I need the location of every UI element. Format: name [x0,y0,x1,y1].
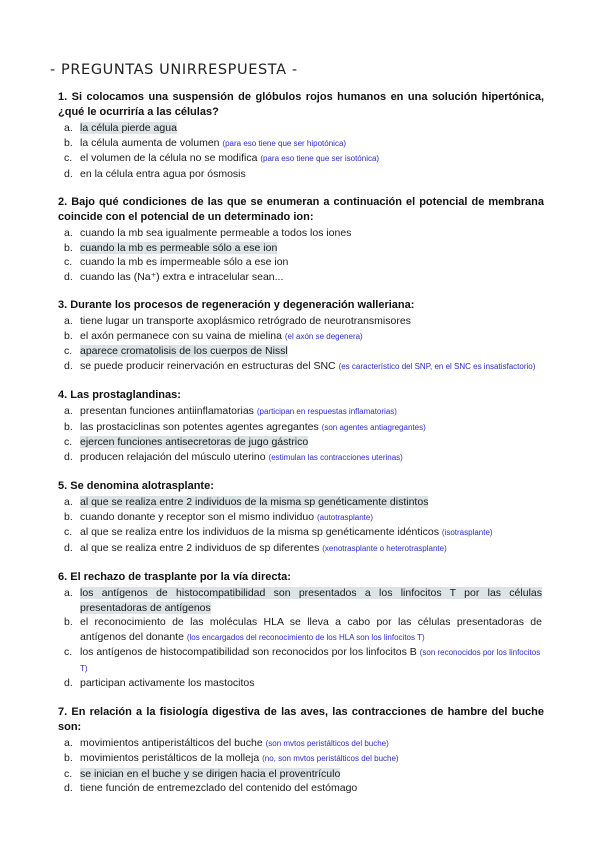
option-text: movimientos antiperistálticos del buche [80,736,263,749]
answer-option-d [58,450,542,466]
option-letter: c. [64,345,73,357]
option-letter: a. [64,405,73,417]
question-text: 4. Las prostaglandinas: [58,389,181,401]
option-letter: a. [64,496,73,508]
option-letter: d. [64,450,73,463]
answer-option-b [58,751,542,767]
option-letter: c. [64,152,73,164]
question-5 [58,479,544,556]
option-letter: d. [64,782,73,794]
answer-option-b [58,241,542,256]
question-text: 1. Si colocamos una suspensión de glóbulos rojos humanos en una solución hipertónica, ¿qué le ocurriría a las células? [58,91,544,118]
option-text: las prostaciclinas son potentes agentes agregantes [80,420,319,433]
option-text: en la célula entra agua por ósmosis [80,167,246,180]
questions-list [58,90,544,810]
answer-option-a [58,121,542,136]
option-text: tiene función de entremezclado del contenido del estómago [80,782,358,794]
answer-option-d [58,676,542,691]
answer-option-a [58,404,542,420]
question-6 [58,570,544,691]
option-letter: d. [64,677,73,689]
option-letter: d. [64,359,73,372]
correction-note: (el axón se degenera) [284,331,363,341]
correction-note: (los encargados del reconocimiento de los HLA son los linfocitos T) [186,632,425,642]
question-3 [58,298,544,374]
option-letter: c. [64,256,73,268]
option-letter: d. [64,270,73,283]
answer-options [58,121,544,181]
answer-options [58,736,544,796]
option-text: se puede producir reinervación en estructuras del SNC [80,359,336,372]
option-text: el reconocimiento de las moléculas HLA se lleva a cabo por las células presentadoras de antígenos del donante [80,616,542,643]
answer-option-d [58,359,542,375]
answer-option-b [58,136,542,152]
option-letter: b. [64,241,73,254]
option-letter: b. [64,752,73,764]
correct-answer-text: la célula pierde agua [80,122,177,134]
answer-option-c [58,435,542,450]
correction-note: (son agentes antiagregantes) [321,422,426,432]
question-text: 6. El rechazo de trasplante por la vía directa: [58,571,291,583]
option-text: participan activamente los mastocitos [80,677,255,689]
option-text: los antígenos de histocompatibilidad son reconocidos por los linfocitos B [80,646,417,658]
answer-option-c [58,344,542,359]
option-letter: a. [64,227,73,239]
option-letter: d. [64,541,73,554]
option-letter: b. [64,420,73,433]
option-text: movimientos peristálticos de la molleja [80,752,260,764]
answer-option-d [58,781,542,796]
option-letter: d. [64,167,73,180]
answer-options [58,404,544,465]
answer-option-a [58,495,542,510]
option-letter: a. [64,587,73,599]
correct-answer-text: aparece cromatolisis de los cuerpos de Nissl [80,345,288,357]
question-text: 5. Se denomina alotrasplante: [58,480,214,492]
question-4 [58,388,544,465]
option-text: cuando las (Na⁺) extra e intracelular sean... [80,270,284,283]
correction-note: (isotrasplante) [441,528,493,537]
option-text: cuando la mb sea igualmente permeable a todos los iones [80,227,352,239]
answer-options [58,314,544,374]
option-text: al que se realiza entre los individuos de la misma sp genéticamente idénticos [80,526,439,538]
answer-options [58,495,544,556]
answer-option-d [58,270,542,285]
question-2 [58,195,544,284]
option-letter: a. [64,736,73,749]
correction-note: (autotrasplante) [316,512,374,522]
page-title: - PREGUNTAS UNIRRESPUESTA - [50,62,298,78]
correction-note: (son mvtos peristálticos del buche) [265,738,389,748]
option-text: tiene lugar un transporte axoplásmico retrógrado de neurotransmisores [80,315,411,327]
answer-option-b [58,420,542,436]
correction-note: (xenotrasplante o heterotrasplante) [322,543,447,553]
option-letter: c. [64,646,73,658]
option-text: cuando donante y receptor son el mismo individuo [80,510,315,523]
option-text: al que se realiza entre 2 individuos de sp diferentes [80,541,320,554]
correction-note: (estimulan las contracciones uterinas) [268,452,403,462]
question-text: 7. En relación a la fisiología digestiva de las aves, las contracciones de hambre del buche son: [58,705,544,733]
option-letter: b. [64,329,73,342]
option-letter: b. [64,136,73,149]
answer-options [58,226,544,284]
option-letter: b. [64,510,73,523]
option-letter: a. [64,315,73,327]
option-text: cuando la mb es impermeable sólo a ese ion [80,256,289,268]
option-text: el axón permanece con su vaina de mielina [80,329,282,342]
correction-note: (participan en respuestas inflamatorias) [256,407,397,416]
answer-option-c [58,151,542,167]
option-text: la célula aumenta de volumen [80,136,220,149]
question-text: 3. Durante los procesos de regeneración y degeneración walleriana: [58,299,415,311]
question-text: 2. Bajo qué condiciones de las que se enumeran a continuación el potencial de membrana coincide con el potencial de un determinado ion: [58,196,544,223]
answer-option-c [58,255,542,270]
answer-options [58,586,544,691]
correct-answer-text: los antígenos de histocompatibilidad son presentados a los linfocitos T por las células presentadoras de antígenos [80,587,542,614]
answer-option-a [58,314,542,329]
correction-note: (es característico del SNP, en el SNC es insatisfactorio) [338,361,536,371]
correct-answer-text: al que se realiza entre 2 individuos de la misma sp genéticamente distintos [80,496,429,508]
correction-note: (son reconocidos por los linfocitos T) [80,648,541,673]
answer-option-b [58,510,542,526]
answer-option-b [58,329,542,345]
correct-answer-text: ejercen funciones antisecretoras de jugo gástrico [80,436,309,448]
correction-note: (no, son mvtos peristálticos del buche) [262,754,399,763]
answer-option-c [58,645,542,676]
answer-option-a [58,736,542,752]
correct-answer-text: cuando la mb es permeable sólo a ese ion [80,241,278,254]
answer-option-c [58,525,542,541]
option-text: presentan funciones antiinflamatorias [80,405,254,417]
option-letter: c. [64,526,73,538]
option-text: producen relajación del músculo uterino [80,450,266,463]
correct-answer-text: se inician en el buche y se dirigen hacia el proventrículo [80,767,341,780]
option-letter: c. [64,767,73,780]
option-text: el volumen de la célula no se modifica [80,152,258,164]
answer-option-d [58,167,542,182]
option-letter: a. [64,122,73,134]
option-letter: c. [64,436,73,448]
answer-option-a [58,586,542,615]
correction-note: (para eso tiene que ser isotónica) [260,154,380,163]
option-letter: b. [64,616,73,628]
question-1 [58,90,544,181]
correction-note: (para eso tiene que ser hipotónica) [222,138,347,148]
answer-option-d [58,541,542,557]
answer-option-b [58,615,542,645]
answer-option-c [58,767,542,782]
answer-option-a [58,226,542,241]
question-7 [58,705,544,796]
